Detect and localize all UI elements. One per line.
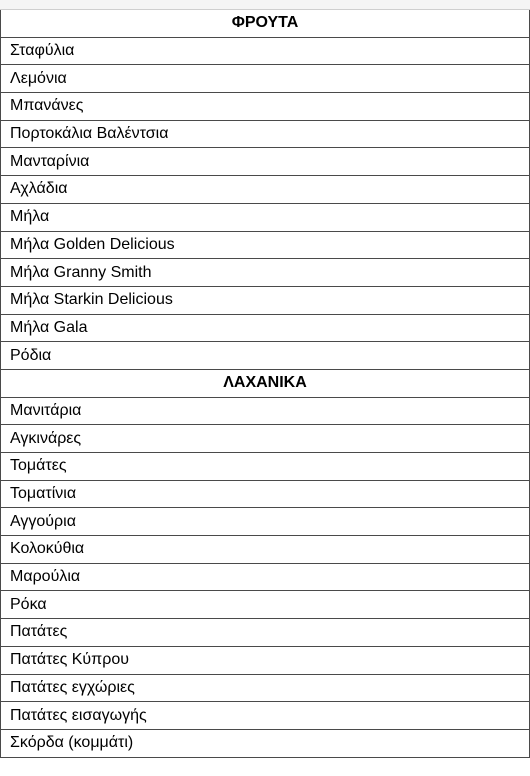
item-name: Κολοκύθια <box>1 536 530 564</box>
table-row <box>1 591 530 619</box>
item-name: Πατάτες εισαγωγής <box>1 702 530 730</box>
table-row <box>1 93 530 121</box>
item-name: Πατάτες Κύπρου <box>1 646 530 674</box>
table-row <box>1 65 530 93</box>
item-name: Μήλα Granny Smith <box>1 259 530 287</box>
section-header-row <box>1 10 530 37</box>
section-title: ΦΡΟΥΤΑ <box>1 10 530 37</box>
item-name: Πορτοκάλια Βαλέντσια <box>1 120 530 148</box>
item-name: Αχλάδια <box>1 176 530 204</box>
section-title: ΛΑΧΑΝΙΚΑ <box>1 369 530 397</box>
produce-table-body <box>1 10 530 757</box>
item-name: Μαρούλια <box>1 563 530 591</box>
table-row <box>1 397 530 425</box>
item-name: Τομάτες <box>1 453 530 481</box>
table-row <box>1 231 530 259</box>
table-row <box>1 425 530 453</box>
table-row <box>1 729 530 757</box>
table-row <box>1 286 530 314</box>
table-row <box>1 646 530 674</box>
table-row <box>1 508 530 536</box>
item-name: Πατάτες <box>1 619 530 647</box>
produce-table <box>0 10 530 758</box>
item-name: Αγκινάρες <box>1 425 530 453</box>
item-name: Σκόρδα (κομμάτι) <box>1 729 530 757</box>
table-row <box>1 536 530 564</box>
item-name: Μήλα Gala <box>1 314 530 342</box>
table-row <box>1 674 530 702</box>
table-row <box>1 453 530 481</box>
table-row <box>1 480 530 508</box>
table-row <box>1 342 530 370</box>
table-row <box>1 120 530 148</box>
table-row <box>1 702 530 730</box>
table-row <box>1 314 530 342</box>
item-name: Μήλα <box>1 203 530 231</box>
item-name: Σταφύλια <box>1 37 530 65</box>
item-name: Λεμόνια <box>1 65 530 93</box>
item-name: Πατάτες εγχώριες <box>1 674 530 702</box>
table-row <box>1 148 530 176</box>
item-name: Μανταρίνια <box>1 148 530 176</box>
table-row <box>1 259 530 287</box>
item-name: Μπανάνες <box>1 93 530 121</box>
item-name: Αγγούρια <box>1 508 530 536</box>
item-name: Ρόκα <box>1 591 530 619</box>
table-row <box>1 203 530 231</box>
table-row <box>1 619 530 647</box>
item-name: Μήλα Starkin Delicious <box>1 286 530 314</box>
section-header-row <box>1 369 530 397</box>
item-name: Μήλα Golden Delicious <box>1 231 530 259</box>
table-row <box>1 176 530 204</box>
table-row <box>1 563 530 591</box>
item-name: Μανιτάρια <box>1 397 530 425</box>
top-strip <box>0 0 530 10</box>
item-name: Ρόδια <box>1 342 530 370</box>
table-row <box>1 37 530 65</box>
item-name: Τοματίνια <box>1 480 530 508</box>
